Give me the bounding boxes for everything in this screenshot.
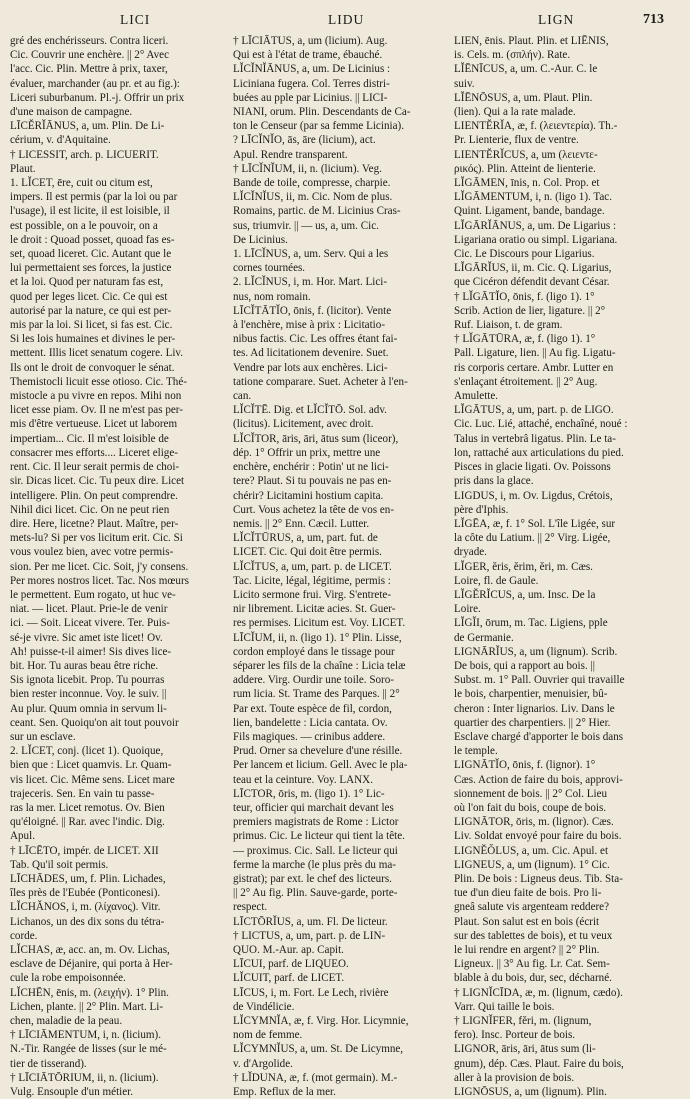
text-line: autorisé par la nature, ce qui est per- — [10, 304, 172, 317]
text-line: pris dans la glace. — [454, 475, 534, 488]
text-line: dire. Here, licetne? Plaut. Maître, per- — [10, 517, 179, 530]
text-line: tier de tisserand). — [10, 1057, 87, 1070]
text-line: LĬGĀRĬĀNUS, a, um. De Ligarius : — [454, 219, 617, 232]
text-line: aller à la provision de bois. — [454, 1071, 575, 1084]
text-line: Bande de toile, compresse, charpie. — [233, 177, 391, 190]
text-line: s'enlaçant étroitement. || 2° Aug. — [454, 375, 598, 388]
text-line: mistocle a pu vivre en repos. Mihi non — [10, 390, 182, 403]
columns — [10, 34, 664, 1099]
text-line: † LIGNĬCĪDA, æ, m. (lignum, cædo). — [454, 986, 623, 999]
text-line: LĪCĬUM, ii, n. (ligo 1). 1° Plin. Lisse, — [233, 631, 402, 644]
text-line: 1. LĪCĬNUS, a, um. Serv. Qui a les — [233, 248, 389, 261]
text-line: Pall. Ligature, lien. || Au fig. Ligatu- — [454, 347, 616, 360]
text-line: LĪCUS, i, m. Fort. Le Lech, rivière — [233, 986, 389, 999]
text-line: licet esse piam. Ov. Il ne m'est pas per- — [10, 404, 183, 417]
text-line: Varr. Qui taille le bois. — [454, 1000, 555, 1013]
text-line: LĬCĬTĒ. Dig. et LĬCĬTŌ. Sol. adv. — [233, 404, 387, 417]
text-line: est possible, on a le pouvoir, on a — [10, 219, 158, 232]
text-line: qu'éloigné. || Rar. avec l'indic. Dig. — [10, 816, 165, 829]
text-line: Pr. Lienterie, flux de ventre. — [454, 134, 579, 147]
text-line: ici. — Soit. Liceat vivere. Ter. Puis- — [10, 617, 170, 630]
text-line: l'usage), il est licite, il est loisible, il — [10, 205, 170, 218]
text-line: sus, triumvir. || — us, a, um. Cic. — [233, 219, 379, 232]
text-line: Talus in vertebrâ ligatus. Plin. Le ta- — [454, 432, 616, 445]
text-line: v. d'Argolide. — [233, 1057, 293, 1070]
text-line: † LĪCIĀMENTUM, i, n. (licium). — [10, 1029, 161, 1042]
text-line: d'une maison de campagne. — [10, 106, 133, 119]
center-guide-word: LIDU — [328, 12, 365, 27]
text-line: LIGNĀTĬO, ōnis, f. (lignor). 1° — [454, 759, 596, 772]
text-line: 1. LĬCET, ēre, cuit ou citum est, — [10, 177, 153, 190]
text-line: QUO. M.-Aur. ap. Capit. — [233, 944, 344, 956]
text-line: fero). Insc. Porteur de bois. — [454, 1029, 576, 1042]
text-line: enchère, enchérir : Potin' ut ne lici- — [233, 461, 389, 474]
text-line: LĬGĀMENTUM, i, n. (ligo 1). Tac. — [454, 191, 613, 204]
text-line: LIGNŌSUS, a, um (lignum). Plin. — [454, 1086, 607, 1099]
text-line: LĪCĬTĀTĬO, ōnis, f. (licitor). Vente — [233, 304, 392, 317]
text-line: LĬGER, ĕris, ĕrim, ĕri, m. Cæs. — [454, 560, 593, 573]
text-line: Liceri suburbanum. Pl.-j. Offrir un prix — [10, 91, 185, 104]
text-line: tue d'un dieu faite de bois. Pro li- — [454, 887, 602, 900]
text-line: Cic. Couvrir une enchère. || 2° Avec — [10, 49, 170, 62]
text-line: Lichen, plante. || 2° Plin. Mart. Li- — [10, 1000, 164, 1013]
text-line: mis par la loi. Si licet, si fas est. Cic. — [10, 319, 173, 332]
running-header — [10, 6, 664, 32]
text-line: Fils magiques. — crinibus addere. — [233, 730, 386, 743]
text-line: le bois, charpentier, menuisier, bû- — [454, 688, 608, 701]
text-line: LĬCHAS, æ, acc. an, m. Ov. Lichas, — [10, 944, 170, 956]
text-line: îles près de l'Eubée (Ponticonesi). — [10, 887, 161, 900]
text-line: Liciniana fugera. Col. Terres distri- — [233, 77, 390, 90]
text-line: ras la mer. Licet remotus. Ov. Bien — [10, 801, 165, 814]
text-line: Liv. Soldat envoyé pour faire du bois. — [454, 830, 622, 843]
text-line: cordon employé dans le tissage pour — [233, 645, 395, 658]
text-line: LIGNEUS, a, um (lignum). 1° Cic. — [454, 858, 610, 871]
text-line: le permettent. Eum rogato, ut huc ve- — [10, 588, 176, 601]
text-line: addere. Virg. Ourdir une toile. Soro- — [233, 674, 394, 687]
text-line: Plaut. — [10, 162, 36, 175]
text-line: † LĪCIĀTUS, a, um (licium). Aug. — [233, 35, 388, 47]
text-line: Par ext. Toute espèce de fil, cordon, — [233, 702, 392, 715]
text-line: LĬCĬNĬĀNUS, a, um. De Licinius : — [233, 63, 391, 76]
text-line: et la loi. Quod per naturam fas est, — [10, 276, 164, 289]
text-line: LĪCTŌRĬUS, a, um. Fl. De licteur. — [233, 915, 388, 928]
text-line: Cic. Le Discours pour Ligarius. — [454, 248, 595, 261]
text-line: Ah! puisse-t-il aimer! Sis dives lice- — [10, 645, 172, 658]
text-line: LĬCHĂNOS, i, m. (λίχανος). Vitr. — [10, 901, 161, 914]
text-line: cheron : Inter lignarios. Liv. Dans le — [454, 702, 615, 715]
text-line: impers. Il est permis (par la loi ou par — [10, 191, 178, 204]
text-line: || 2° Au fig. Plin. Sauve-garde, porte- — [233, 887, 398, 900]
text-line: Scrib. Action de lier, ligature. || 2° — [454, 304, 606, 317]
right-guide-word: LIGN — [538, 12, 575, 27]
text-line: LĬCYMNĬA, æ, f. Virg. Hor. Licymnie, — [233, 1015, 409, 1028]
text-line: LĬGĀRĬUS, ii, m. Cic. Q. Ligarius, — [454, 262, 612, 275]
text-line: bien rester inconnue. Voy. le suiv. || — [10, 688, 167, 701]
column-left — [10, 34, 224, 1099]
left-guide-word: LICI — [120, 12, 151, 27]
text-line: le temple. — [454, 745, 498, 758]
text-line: LIGNĔŎLUS, a, um. Cic. Apul. et — [454, 844, 609, 857]
text-line: père d'Iphis. — [454, 503, 509, 516]
text-line: Loire, fl. de Gaule. — [454, 574, 539, 587]
text-line: LĪCHĀDES, um, f. Plin. Lichades, — [10, 872, 166, 885]
text-line: 2. LĬCĬNUS, i, m. Hor. Mart. Lici- — [233, 276, 388, 289]
text-line: respect. — [233, 901, 268, 914]
text-line: ris corporis certare. Ambr. Lutter en — [454, 361, 614, 374]
text-line: lien, bandelette : Licia cantata. Ov. — [233, 716, 388, 729]
text-line: Prud. Orner sa chevelure d'une résille. — [233, 745, 403, 758]
text-line: bien que : Licet quamvis. Lr. Quam- — [10, 759, 172, 772]
text-line: is. Cels. m. (σπλήν). Rate. — [454, 49, 571, 62]
text-line: ? LĪCĬNĬO, ās, āre (licium), act. — [233, 134, 376, 147]
text-line: LIEN, ēnis. Plaut. Plin. et LIĒNIS, — [454, 35, 609, 47]
text-line: esclave de Déjanire, qui porta à Her- — [10, 958, 173, 971]
text-line: impertiam... Cic. Il m'est loisible de — [10, 432, 169, 445]
text-line: LĬCĬTUS, a, um, part. p. de LICET. — [233, 560, 392, 573]
text-line: buées au pple par Licinius. || LICI- — [233, 91, 388, 104]
text-line: LĬĒNŌSUS, a, um. Plaut. Plin. — [454, 91, 593, 104]
text-line: † LIGNĬFER, fĕri, m. (lignum, — [454, 1015, 592, 1028]
text-line: Emp. Reflux de la mer. — [233, 1086, 336, 1099]
text-line: mis d'être vertueuse. Licet ut laborem — [10, 418, 178, 431]
text-line: LĬCUIT, parf. de LICET. — [233, 972, 345, 985]
text-line: LĬGĒA, æ, f. 1° Sol. L'île Ligée, sur — [454, 517, 616, 530]
text-line: — proximus. Cic. Sall. Le licteur qui — [233, 844, 398, 857]
text-line: ferme la marche (le plus près du ma- — [233, 858, 396, 871]
text-line: LĬGĀTUS, a, um, part. p. de LIGO. — [454, 404, 614, 417]
text-line: lon, rattaché aux articulations du pied. — [454, 446, 624, 459]
text-line: LĬCĬNĬUS, ii, m. Cic. Nom de plus. — [233, 191, 393, 204]
text-line: Plin. De bois : Ligneus deus. Tib. Sta- — [454, 872, 623, 885]
text-line: Curt. Vous achetez la tête de vos en- — [233, 503, 395, 516]
text-line: LĬCYMNĬUS, a, um. St. De Licymne, — [233, 1043, 404, 1056]
text-line: Si les lois humaines et divines le per- — [10, 333, 176, 346]
text-line: cule la robe empoisonnée. — [10, 972, 126, 985]
text-line: † LĬGĀTŪRA, æ, f. (ligo 1). 1° — [454, 333, 596, 346]
text-line: de Vindélicie. — [233, 1000, 295, 1013]
text-line: N.-Tir. Rangée de lisses (sur le mé- — [10, 1043, 167, 1056]
text-line: Subst. m. 1° Pall. Ouvrier qui travaille — [454, 674, 625, 687]
text-line: cérium, v. d'Aquitaine. — [10, 134, 111, 147]
text-line: Sis ignota licebit. Prop. Tu pourras — [10, 674, 165, 687]
text-line: tes. Ad licitationem devenire. Suet. — [233, 347, 389, 360]
text-line: rum licia. St. Trame des Parques. || 2° — [233, 688, 400, 701]
text-line: LĬĒNĪCUS, a, um. C.-Aur. C. le — [454, 63, 598, 76]
text-line: Themistocli licuit esse otioso. Cic. Thé- — [10, 375, 187, 388]
text-line: ceant. Sen. Quoiqu'on ait tout pouvoir — [10, 716, 179, 729]
text-line: où l'on fait du bois, coupe de bois. — [454, 801, 607, 814]
text-line: LĬCĬTŪRUS, a, um, part. fut. de — [233, 532, 378, 545]
text-line: sir. Dicas licet. Cic. Tu peux dire. Licet — [10, 475, 185, 488]
text-line: niat. — licet. Plaut. Prie-le de venir — [10, 603, 168, 616]
text-line: ton le Censeur (par sa femme Licinia). — [233, 120, 404, 133]
text-line: Tac. Licite, légal, légitime, permis : — [233, 574, 391, 587]
text-line: tere? Plaut. Si tu pouvais ne pas en- — [233, 475, 392, 488]
text-line: vis licet. Cic. Même sens. Licet mare — [10, 773, 175, 786]
text-line: † LICTUS, a, um, part. p. de LIN- — [233, 929, 386, 942]
text-line: Qui est à l'état de trame, ébauché. — [233, 49, 383, 62]
text-line: LIENTĔRĬCUS, a, um (λειεντε- — [454, 148, 598, 161]
text-line: sé-je vivre. Sic amet iste licet! Ov. — [10, 631, 163, 644]
text-line: l'acc. Cic. Plin. Mettre à prix, taxer, — [10, 63, 168, 76]
text-line: que Cicéron défendit devant César. — [454, 276, 610, 289]
text-line: corde. — [10, 929, 38, 942]
text-line: le droit : Quoad posset, quoad fas es- — [10, 233, 175, 246]
text-line: res permises. Licitum est. Voy. LICET. — [233, 617, 406, 630]
column-middle — [233, 34, 445, 1099]
text-line: Ruf. Liaison, t. de gram. — [454, 319, 563, 332]
text-line: Cic. Luc. Lié, attaché, enchaîné, noué : — [454, 418, 628, 431]
text-line: nom de femme. — [233, 1029, 303, 1042]
text-line: † LICESSIT, arch. p. LICUERIT. — [10, 148, 159, 161]
text-line: cornes tournées. — [233, 262, 306, 275]
text-line: sionnement de bois. || 2° Col. Lieu — [454, 787, 608, 800]
text-line: sur des tablettes de bois), et tu veux — [454, 929, 613, 942]
text-line: LĪCĔRĬĀNUS, a, um. Plin. De Li- — [10, 120, 165, 133]
text-line: Amulette. — [454, 390, 499, 403]
text-line: (lien). Qui a la rate malade. — [454, 106, 576, 119]
text-line: † LĬDUNA, æ, f. (mot germain). M.- — [233, 1071, 398, 1084]
text-line: Quint. Ligament, bande, bandage. — [454, 205, 605, 218]
text-line: Ligneux. || 3° Au fig. Lr. Cat. Sem- — [454, 958, 610, 971]
text-line: † LĬGĀTĬO, ōnis, f. (ligo 1). 1° — [454, 290, 595, 303]
text-line: LĪCTOR, ōris, m. (ligo 1). 1° Lic- — [233, 787, 385, 800]
text-line: teau et la ceinture. Voy. LANX. — [233, 773, 373, 786]
text-line: ρικός). Plin. Atteint de lienterie. — [454, 162, 596, 175]
text-line: Vulg. Ensouple d'un métier. — [10, 1086, 134, 1099]
text-line: tatione comparare. Suet. Acheter à l'en- — [233, 375, 408, 388]
text-line: LĬCHĒN, ēnis, m. (λειχήν). 1° Plin. — [10, 986, 169, 999]
text-line: LĬGĬI, ōrum, m. Tac. Ligiens, pple — [454, 617, 608, 630]
text-line: LIENTĔRĬA, æ, f. (λειεντερία). Th.- — [454, 120, 618, 133]
text-line: bit. Hor. Tu auras beau être riche. — [10, 659, 159, 672]
text-line: Esclave chargé d'apporter le bois dans — [454, 730, 624, 743]
text-line: Vendre par lots aux enchères. Lici- — [233, 361, 388, 374]
text-line: Apul. — [10, 830, 35, 843]
text-line: quartier des charpentiers. || 2° Hier. — [454, 716, 611, 729]
text-line: LĬGĀMEN, īnis, n. Col. Prop. et — [454, 177, 600, 190]
text-line: consacrer mes efforts.... Liceret elige- — [10, 446, 178, 459]
text-line: blable à du bois, dur, sec, décharné. — [454, 972, 612, 985]
text-line: suiv. — [454, 77, 475, 90]
text-line: Pisces in glacie ligati. Ov. Poissons — [454, 461, 611, 474]
text-line: LICET. Cic. Qui doit être permis. — [233, 546, 382, 559]
text-line: † LĪCIĀTŌRIUM, ii, n. (licium). — [10, 1071, 159, 1084]
text-line: mets-lu? Si per vos licitum erit. Cic. Si — [10, 532, 183, 545]
text-line: De bois, qui a rapport au bois. || — [454, 659, 595, 672]
text-line: gré des enchérisseurs. Contra liceri. — [10, 35, 169, 47]
text-line: gistrat); par ext. le chef des licteurs. — [233, 872, 392, 885]
text-line: sur un esclave. — [10, 730, 76, 743]
text-line: séparer les fils de la chaîne : Licia telæ — [233, 659, 406, 672]
text-line: évaluer, marchander (au pr. et au fig.): — [10, 77, 180, 90]
text-line: la côte du Latium. || 2° Virg. Ligée, — [454, 532, 611, 545]
text-line: trajeceris. Sen. En vain tu passe- — [10, 787, 155, 800]
text-line: † LĪCĬNĬUM, ii, n. (licium). Veg. — [233, 162, 382, 175]
text-line: primus. Cic. Le licteur qui tient la tête. — [233, 830, 405, 843]
text-line: quod per leges licet. Cic. Ce qui est — [10, 290, 168, 303]
text-line: set, quoad liceret. Cic. Autant que le — [10, 248, 172, 261]
text-line: sion. Per me licet. Cic. Soit, j'y consens. — [10, 560, 189, 573]
text-line: Lichanos, un des dix sons du tétra- — [10, 915, 165, 928]
text-line: Ligariana oratio ou simpl. Ligariana. — [454, 233, 618, 246]
text-line: can. — [233, 390, 252, 403]
text-line: nus, nom romain. — [233, 290, 311, 303]
text-line: (licitus). Licitement, avec droit. — [233, 418, 374, 431]
text-line: dép. 1° Offrir un prix, mettre une — [233, 446, 381, 459]
text-line: LIGNĀRĬUS, a, um (lignum). Scrib. — [454, 645, 618, 658]
text-line: Licito sermone frui. Virg. S'entrete- — [233, 588, 392, 601]
text-line: nibus factis. Cic. Les offres étant fai- — [233, 333, 398, 346]
text-line: Per mores nostros licet. Tac. Nos mœurs — [10, 574, 189, 587]
text-line: Cæs. Action de faire du bois, approvi- — [454, 773, 623, 786]
text-line: † LĪCĒTO, impér. de LICET. XII — [10, 844, 159, 857]
text-line: LIGNĀTOR, ōris, m. (lignor). Cæs. — [454, 816, 614, 829]
text-line: de Germanie. — [454, 631, 514, 644]
text-line: LĪCUI, parf. de LIQUEO. — [233, 958, 349, 971]
text-line: mettent. Illis licet senatum cogere. Liv. — [10, 347, 184, 360]
text-line: De Licinius. — [233, 233, 288, 246]
text-line: intelligere. Plin. On peut comprendre. — [10, 489, 178, 502]
text-line: gneâ salute vis argenteam reddere? — [454, 901, 610, 914]
text-line: NIANI, orum. Plin. Descendants de Ca- — [233, 106, 411, 119]
text-line: chérir? Licitamini hostium capita. — [233, 489, 384, 502]
text-line: 2. LĬCET, conj. (licet 1). Quoique, — [10, 745, 164, 758]
text-line: dryade. — [454, 546, 487, 559]
text-line: vous voulez bien, avec votre permis- — [10, 546, 174, 559]
text-line: premiers magistrats de Rome : Lictor — [233, 816, 399, 829]
text-line: le lui rendre en argent? || 2° Plin. — [454, 944, 600, 956]
text-line: LIGNOR, āris, āri, ātus sum (li- — [454, 1043, 596, 1056]
text-line: Apul. Rendre transparent. — [233, 148, 348, 161]
text-line: LĬCĬTOR, āris, āri, ātus sum (liceor), — [233, 432, 399, 445]
page-number: 713 — [643, 12, 664, 27]
text-line: nir librement. Licitæ acies. St. Guer- — [233, 603, 396, 616]
text-line: LIGDUS, i, m. Ov. Ligdus, Crétois, — [454, 489, 613, 502]
text-line: Per lancem et licium. Gell. Avec le pla- — [233, 759, 408, 772]
text-line: lui permettaient ses forces, la justice — [10, 262, 172, 275]
text-line: chen, maladie de la peau. — [10, 1015, 123, 1028]
text-line: Nihil dici licet. Cic. On ne peut rien — [10, 503, 170, 516]
text-line: Romains, partic. de M. Licinius Cras- — [233, 205, 401, 218]
text-line: Plaut. Son salut est en bois (écrit — [454, 915, 600, 928]
text-line: LĬGĔRĬCUS, a, um. Insc. De la — [454, 588, 596, 601]
text-line: gnum), dép. Cæs. Plaut. Faire du bois, — [454, 1057, 624, 1070]
text-line: rent. Cic. Il leur serait permis de choi- — [10, 461, 180, 474]
text-line: teur, officier qui marchait devant les — [233, 801, 394, 814]
text-line: à l'enchère, mise à prix : Licitatio- — [233, 319, 386, 332]
text-line: Tab. Qu'il soit permis. — [10, 858, 109, 871]
column-right — [454, 34, 666, 1099]
text-line: Au plur. Quum omnia in servum li- — [10, 702, 167, 715]
text-line: Loire. — [454, 603, 481, 616]
text-line: nemis. || 2° Enn. Cæcil. Lutter. — [233, 517, 370, 530]
text-line: Ils ont le droit de convoquer le sénat. — [10, 361, 175, 374]
